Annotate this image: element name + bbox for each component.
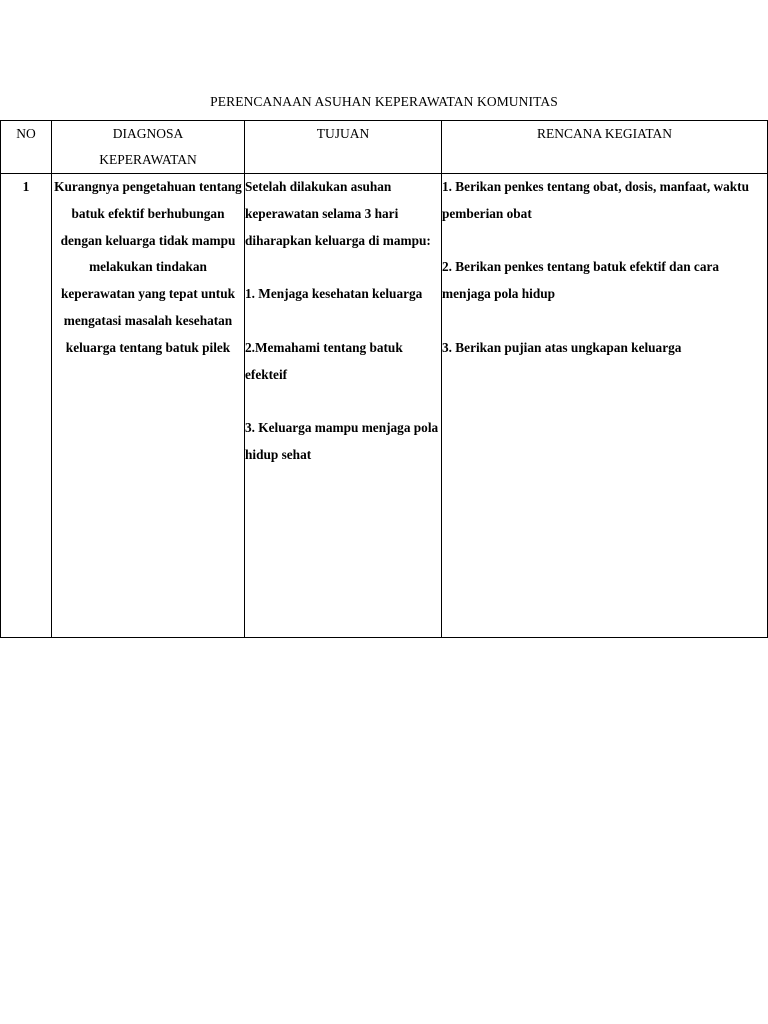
rencana-item: 3. Berikan pujian atas ungkapan keluarga xyxy=(442,339,682,355)
tujuan-item: 2.Memahami tentang batuk efekteif xyxy=(245,339,403,382)
rencana-item: 2. Berikan penkes tentang batuk efektif dan cara menjaga pola hidup xyxy=(442,259,720,302)
cell-no: 1 xyxy=(1,174,52,638)
tujuan-intro: Setelah dilakukan asuhan keperawatan selama 3 hari diharapkan keluarga di mampu: xyxy=(245,179,431,248)
page-title: PERENCANAAN ASUHAN KEPERAWATAN KOMUNITAS xyxy=(210,94,558,109)
header-diagnosa xyxy=(52,121,245,174)
header-diagnosa-line2: KEPERAWATAN xyxy=(99,152,197,167)
rencana-item: 1. Berikan penkes tentang obat, dosis, manfaat, waktu pemberian obat xyxy=(442,179,749,221)
table-row xyxy=(1,174,768,638)
cell-tujuan xyxy=(245,174,442,638)
cell-diagnosa: Kurangnya pengetahuan tentang batuk efektif berhubungan dengan keluarga tidak mampu melakukan tindakan keperawatan yang tepat untuk mengatasi masalah kesehatan keluarga tentang batuk pilek xyxy=(52,174,245,638)
header-rencana: RENCANA KEGIATAN xyxy=(442,121,768,174)
care-plan-table xyxy=(0,120,768,638)
header-no: NO xyxy=(1,121,52,174)
cell-rencana xyxy=(442,174,768,638)
header-diagnosa-line1: DIAGNOSA xyxy=(112,126,184,141)
table-header-row xyxy=(1,121,768,174)
header-tujuan: TUJUAN xyxy=(245,121,442,174)
tujuan-item: 1. Menjaga kesehatan keluarga xyxy=(245,286,423,302)
tujuan-item: 3. Keluarga mampu menjaga pola hidup sehat xyxy=(245,420,439,462)
